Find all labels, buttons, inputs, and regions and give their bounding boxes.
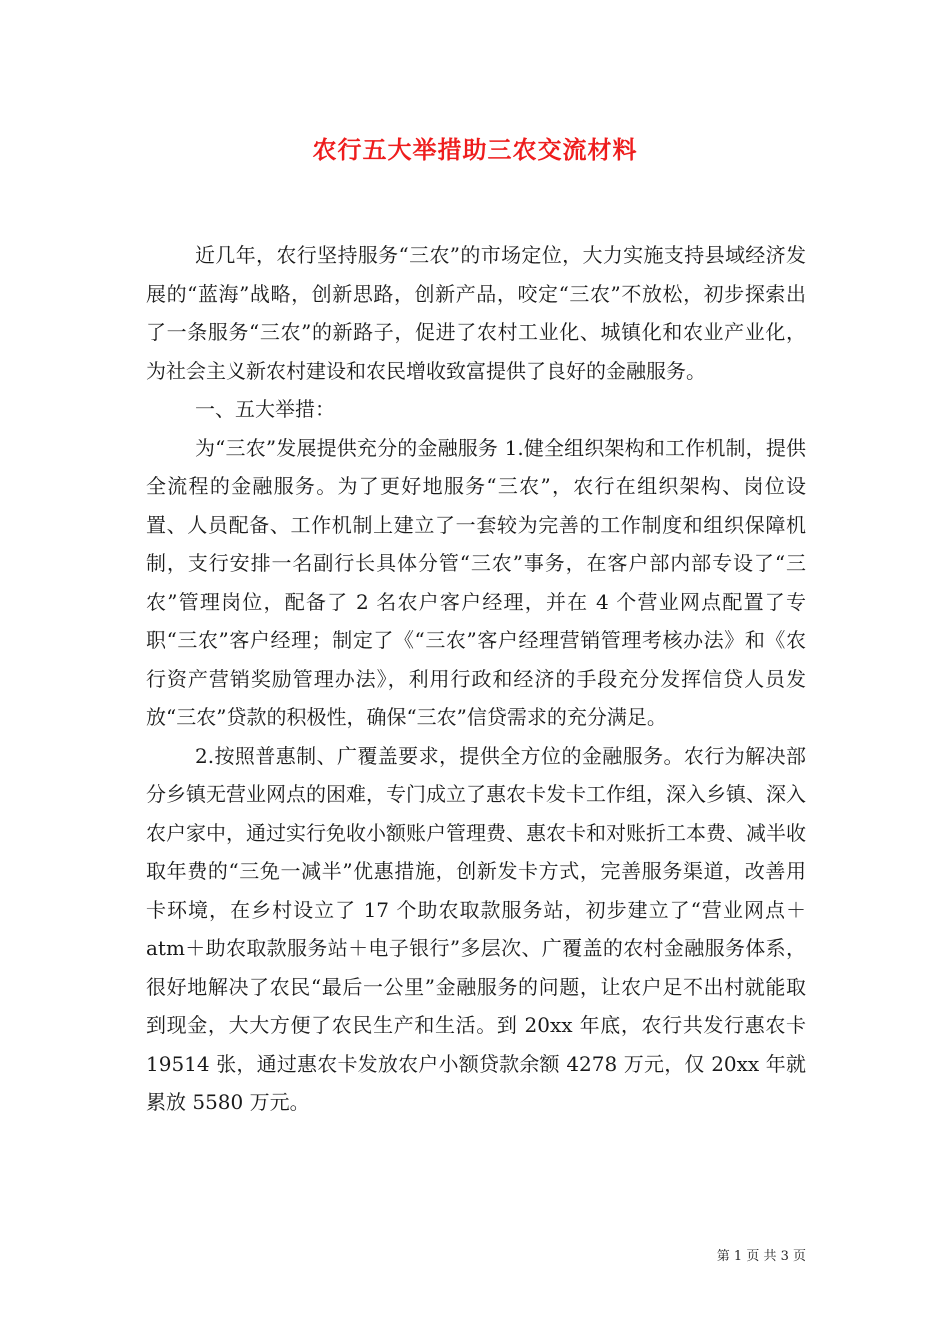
document-title: 农行五大举措助三农交流材料: [312, 135, 638, 164]
paragraph-measure-2: 2.按照普惠制、广覆盖要求，提供全方位的金融服务。农行为解决部分乡镇无营业网点的困难，专门成立了惠农卡发卡工作组，深入乡镇、深入农户家中，通过实行免收小额账户管理费、惠农卡和对账折工本费、减半收取年费的“三免一减半”优惠措施，创新发卡方式，完善服务渠道，改善用卡环境，在乡村设立了 17 个助农取款服务站，初步建立了“营业网点＋atm＋助农取款服务站＋电子银行”多层次、广覆盖的农村金融服务体系，很好地解决了农民“最后一公里”金融服务的问题，让农户足不出村就能取到现金，大大方便了农民生产和生活。到 20xx 年底，农行共发行惠农卡19514 张，通过惠农卡发放农户小额贷款余额 4278 万元，仅 20xx 年就累放 5580 万元。: [146, 743, 806, 1114]
section-heading: 一、五大举措：: [195, 397, 335, 421]
paragraph-intro: 近几年，农行坚持服务“三农”的市场定位，大力实施支持县域经济发展的“蓝海”战略，创新思路，创新产品，咬定“三农”不放松，初步探索出了一条服务“三农”的新路子，促进了农村工业化、城镇化和农业产业化，为社会主义新农村建设和农民增收致富提供了良好的金融服务。: [146, 243, 806, 383]
document-body: [146, 236, 806, 1122]
paragraph-measure-1: 为“三农”发展提供充分的金融服务 1.健全组织架构和工作机制，提供全流程的金融服务。为了更好地服务“三农”，农行在组织架构、岗位设置、人员配备、工作机制上建立了一套较为完善的工作制度和组织保障机制，支行安排一名副行长具体分管“三农”事务，在客户部内部专设了“三农”管理岗位，配备了 2 名农户客户经理，并在 4 个营业网点配置了专职“三农”客户经理；制定了《“三农”客户经理营销管理考核办法》和《农行资产营销奖励管理办法》，利用行政和经济的手段充分发挥信贷人员发放“三农”贷款的积极性，确保“三农”信贷需求的充分满足。: [146, 435, 806, 729]
page-number: 第 1 页 共 3 页: [716, 1249, 806, 1264]
